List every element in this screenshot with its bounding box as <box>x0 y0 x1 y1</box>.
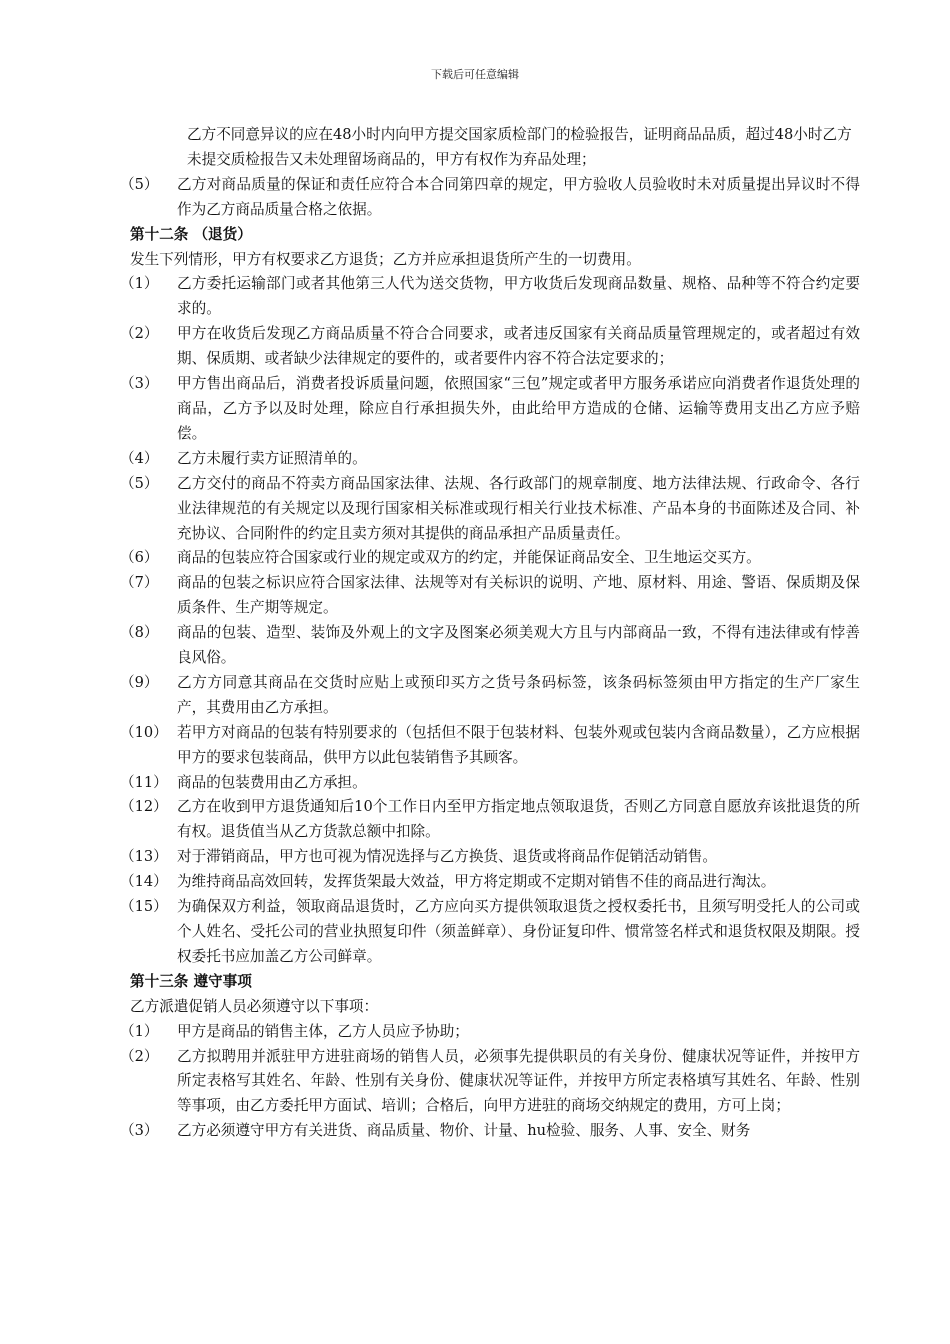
list-item <box>120 795 860 845</box>
item-text: 若甲方对商品的包装有特别要求的（包括但不限于包装材料、包装外观或包装内含商品数量），乙方应根据甲方的要求包装商品，供甲方以此包装销售予其顾客。 <box>177 723 860 766</box>
list-item <box>120 845 860 870</box>
item-number: （5） <box>120 474 159 492</box>
item-number: （14） <box>120 873 168 891</box>
list-item <box>120 1020 860 1045</box>
item-text: 商品的包装费用由乙方承担。 <box>177 773 367 791</box>
item-text: 为维持商品高效回转，发挥货架最大效益，甲方将定期或不定期对销售不佳的商品进行淘汰。 <box>177 873 776 891</box>
item-number: （11） <box>120 773 168 791</box>
item-text: 乙方未履行卖方证照清单的。 <box>177 449 367 467</box>
item-text: 甲方售出商品后，消费者投诉质量问题，依照国家“三包”规定或者甲方服务承诺应向消费者作退货处理的商品，乙方予以及时处理，除应自行承担损失外，由此给甲方造成的仓储、运输等费用支出乙方应予赔偿。 <box>177 375 860 442</box>
item-number: （8） <box>120 624 159 642</box>
article-12-title: 第十二条 （退货） <box>130 225 252 243</box>
item-number: （9） <box>120 673 159 691</box>
item-number: （10） <box>120 723 168 741</box>
item-number: （1） <box>120 1022 159 1040</box>
item-number: （13） <box>120 848 168 866</box>
list-item <box>120 472 860 547</box>
item-text: 乙方必须遵守甲方有关进货、商品质量、物价、计量、hu检验、服务、人事、安全、财务 <box>177 1122 751 1140</box>
item-text: 乙方委托运输部门或者其他第三人代为送交货物，甲方收货后发现商品数量、规格、品种等不符合约定要求的。 <box>177 275 860 318</box>
intro-paragraph: 乙方不同意异议的应在48小时内向甲方提交国家质检部门的检验报告，证明商品品质，超过48小时乙方未提交质检报告又未处理留场商品的，甲方有权作为弃品处理； <box>187 126 852 168</box>
item-text: 商品的包装之标识应符合国家法律、法规等对有关标识的说明、产地、原材料、用途、警语、保质期及保质条件、生产期等规定。 <box>177 574 860 617</box>
item-text: 商品的包装、造型、装饰及外观上的文字及图案必须美观大方且与内部商品一致，不得有违法律或有悖善良风俗。 <box>177 624 860 667</box>
page-header: 下载后可任意编辑 <box>431 68 519 81</box>
list-item <box>120 621 860 671</box>
list-item <box>120 671 860 721</box>
list-item <box>120 895 860 970</box>
article-13-lead: 乙方派遣促销人员必须遵守以下事项： <box>130 997 379 1015</box>
item-number: （2） <box>120 1047 159 1065</box>
item-text: 乙方对商品质量的保证和责任应符合本合同第四章的规定，甲方验收人员验收时未对质量提出异议时不得作为乙方商品质量合格之依据。 <box>177 175 860 218</box>
item-text: 甲方在收货后发现乙方商品质量不符合合同要求，或者违反国家有关商品质量管理规定的，或者超过有效期、保质期、或者缺少法律规定的要件的，或者要件内容不符合法定要求的； <box>177 325 860 368</box>
list-item <box>120 771 860 796</box>
list-item <box>120 1045 860 1120</box>
item-number: （3） <box>120 375 159 393</box>
item-number: （7） <box>120 574 159 592</box>
item-text: 对于滞销商品，甲方也可视为情况选择与乙方换货、退货或将商品作促销活动销售。 <box>177 848 717 866</box>
list-item <box>120 447 860 472</box>
list-item <box>120 372 860 447</box>
item-text: 乙方拟聘用并派驻甲方进驻商场的销售人员，必须事先提供职员的有关身份、健康状况等证件，并按甲方所定表格写其姓名、年龄、性别有关身份、健康状况等证件，并按甲方所定表格填写其姓名、年龄、性别等事项，由乙方委托甲方面试、培训；合格后，向甲方进驻的商场交纳规定的费用，方可上岗； <box>177 1047 860 1115</box>
list-item <box>120 870 860 895</box>
item-number: （3） <box>120 1122 159 1140</box>
item-number: （1） <box>120 275 159 293</box>
item-text: 为确保双方利益，领取商品退货时，乙方应向买方提供领取退货之授权委托书，且须写明受托人的公司或个人姓名、受托公司的营业执照复印件（须盖鲜章）、身份证复印件、惯常签名样式和退货权限及期限。授权委托书应加盖乙方公司鲜章。 <box>177 898 860 965</box>
item-number: （4） <box>120 449 159 467</box>
item-number: （12） <box>120 798 168 816</box>
list-item <box>120 1119 860 1144</box>
article-12-list <box>120 272 860 969</box>
item-text: 乙方方同意其商品在交货时应贴上或预印买方之货号条码标签，该条码标签须由甲方指定的生产厂家生产，其费用由乙方承担。 <box>177 673 860 716</box>
item-text: 乙方在收到甲方退货通知后10个工作日内至甲方指定地点领取退货，否则乙方同意自愿放弃该批退货的所有权。退货值当从乙方货款总额中扣除。 <box>177 798 860 841</box>
article-12-lead: 发生下列情形，甲方有权要求乙方退货；乙方并应承担退货所产生的一切费用。 <box>130 250 641 268</box>
item-number: （5） <box>120 175 159 193</box>
pre-item-5 <box>120 173 860 223</box>
item-number: （2） <box>120 325 159 343</box>
item-number: （15） <box>120 898 168 916</box>
article-13-title: 第十三条 遵守事项 <box>130 972 252 990</box>
list-item <box>120 721 860 771</box>
item-text: 商品的包装应符合国家或行业的规定或双方的约定，并能保证商品安全、卫生地运交买方。 <box>177 549 761 567</box>
document-body <box>120 123 860 1144</box>
item-text: 甲方是商品的销售主体，乙方人员应予协助； <box>177 1022 469 1040</box>
list-item <box>120 322 860 372</box>
item-text: 乙方交付的商品不符卖方商品国家法律、法规、各行政部门的规章制度、地方法律法规、行政命令、各行业法律规范的有关规定以及现行国家相关标准或现行相关行业技术标准、产品本身的书面陈述及合同、补充协议、合同附件的约定且卖方须对其提供的商品承担产品质量责任。 <box>177 474 860 542</box>
list-item <box>120 272 860 322</box>
item-number: （6） <box>120 549 159 567</box>
list-item <box>120 571 860 621</box>
article-13-list <box>120 1020 860 1145</box>
list-item <box>120 546 860 571</box>
